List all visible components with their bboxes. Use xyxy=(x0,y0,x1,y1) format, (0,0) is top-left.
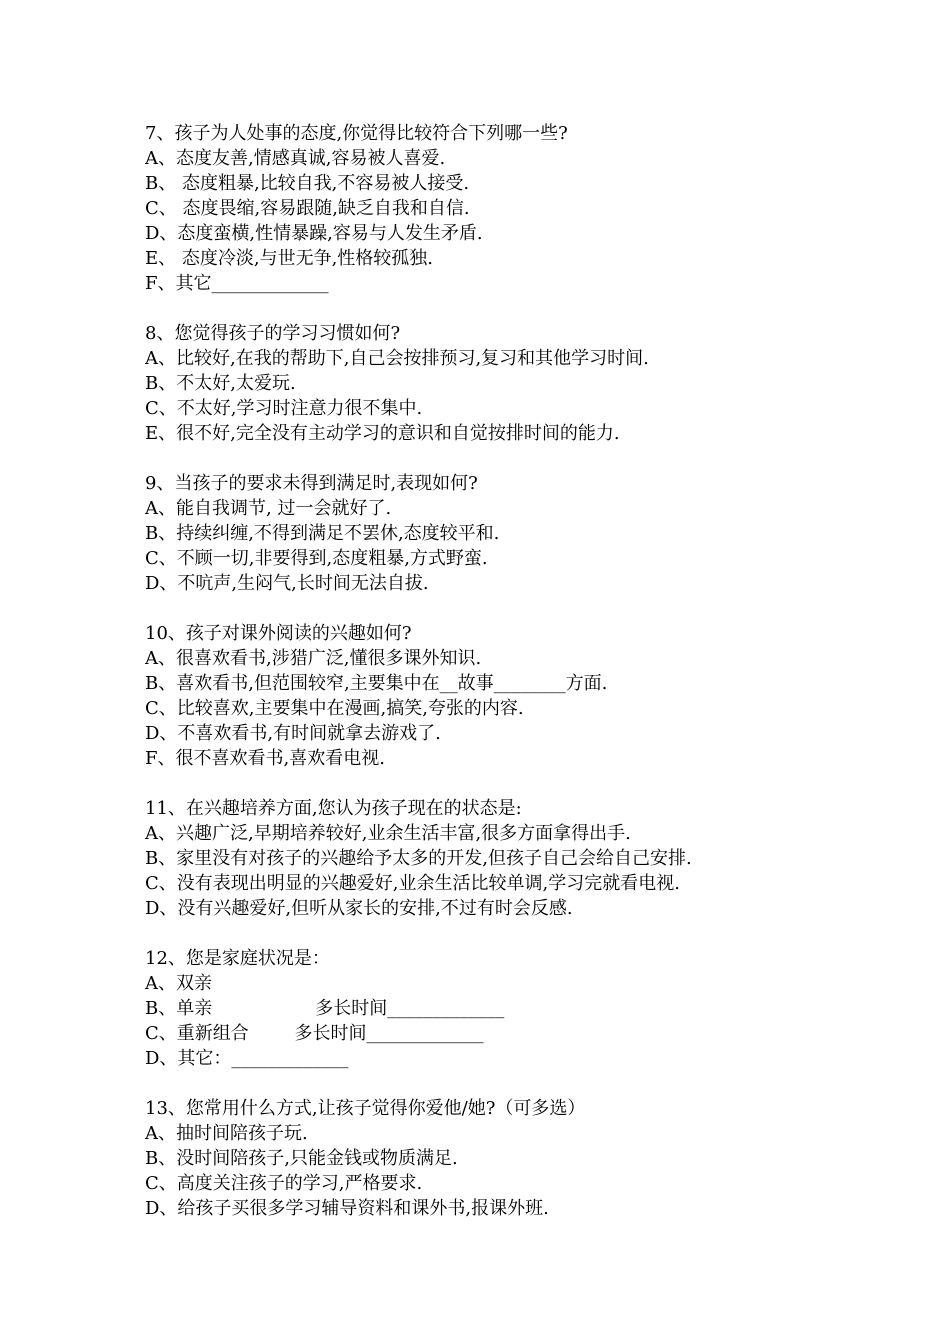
option-line: D、不喜欢看书,有时间就拿去游戏了. xyxy=(145,723,441,744)
question-prompt: 11、在兴趣培养方面,您认为孩子现在的状态是: xyxy=(145,798,522,819)
option-line: C、没有表现出明显的兴趣爱好,业余生活比较单调,学习完就看电视. xyxy=(145,873,680,894)
option-line: B、不太好,太爱玩. xyxy=(145,373,296,394)
option-line: D、其它：_____________ xyxy=(145,1048,349,1069)
question-12 xyxy=(145,946,845,1071)
option-line: D、态度蛮横,性情暴躁,容易与人发生矛盾. xyxy=(145,223,483,244)
option-line: A、抽时间陪孩子玩. xyxy=(145,1123,308,1144)
option-line: B、单亲 多长时间_____________ xyxy=(145,998,505,1019)
option-line: B、 态度粗暴,比较自我,不容易被人接受. xyxy=(145,173,470,194)
option-line: C、比较喜欢,主要集中在漫画,搞笑,夸张的内容. xyxy=(145,698,524,719)
question-prompt: 10、孩子对课外阅读的兴趣如何? xyxy=(145,623,412,644)
question-7 xyxy=(145,121,845,296)
option-line: B、喜欢看书,但范围较窄,主要集中在__故事________方面. xyxy=(145,673,608,694)
option-line: C、 态度畏缩,容易跟随,缺乏自我和自信. xyxy=(145,198,470,219)
question-prompt: 13、您常用什么方式,让孩子觉得你爱他/她?（可多选） xyxy=(145,1098,586,1119)
option-line: A、比较好,在我的帮助下,自己会按排预习,复习和其他学习时间. xyxy=(145,348,649,369)
questionnaire-page xyxy=(145,121,845,1246)
question-8 xyxy=(145,321,845,446)
question-10 xyxy=(145,621,845,771)
option-line: D、不吭声,生闷气,长时间无法自拔. xyxy=(145,573,429,594)
option-line: B、没时间陪孩子,只能金钱或物质满足. xyxy=(145,1148,458,1169)
option-line: D、没有兴趣爱好,但听从家长的安排,不过有时会反感. xyxy=(145,898,573,919)
option-line: D、给孩子买很多学习辅导资料和课外书,报课外班. xyxy=(145,1198,549,1219)
option-line: C、不顾一切,非要得到,态度粗暴,方式野蛮. xyxy=(145,548,488,569)
option-line: F、其它_____________ xyxy=(145,273,329,294)
option-line: E、很不好,完全没有主动学习的意识和自觉按排时间的能力. xyxy=(145,423,620,444)
option-line: A、态度友善,情感真诚,容易被人喜爱. xyxy=(145,148,446,169)
question-13 xyxy=(145,1096,845,1221)
question-prompt: 12、您是家庭状况是： xyxy=(145,948,330,969)
option-line: F、很不喜欢看书,喜欢看电视. xyxy=(145,748,385,769)
option-line: C、不太好,学习时注意力很不集中. xyxy=(145,398,423,419)
option-line: C、重新组合 多长时间_____________ xyxy=(145,1023,484,1044)
question-prompt: 8、您觉得孩子的学习习惯如何? xyxy=(145,323,401,344)
question-11 xyxy=(145,796,845,921)
option-line: A、能自我调节, 过一会就好了. xyxy=(145,498,392,519)
option-line: E、 态度冷淡,与世无争,性格较孤独. xyxy=(145,248,434,269)
option-line: A、双亲 xyxy=(145,973,212,994)
question-9 xyxy=(145,471,845,596)
option-line: C、高度关注孩子的学习,严格要求. xyxy=(145,1173,423,1194)
option-line: B、家里没有对孩子的兴趣给予太多的开发,但孩子自己会给自己安排. xyxy=(145,848,692,869)
question-prompt: 7、孩子为人处事的态度,你觉得比较符合下列哪一些? xyxy=(145,123,568,144)
option-line: B、持续纠缠,不得到满足不罢休,态度较平和. xyxy=(145,523,500,544)
question-prompt: 9、当孩子的要求未得到满足时,表现如何? xyxy=(145,473,478,494)
option-line: A、很喜欢看书,涉猎广泛,懂很多课外知识. xyxy=(145,648,482,669)
option-line: A、兴趣广泛,早期培养较好,业余生活丰富,很多方面拿得出手. xyxy=(145,823,631,844)
